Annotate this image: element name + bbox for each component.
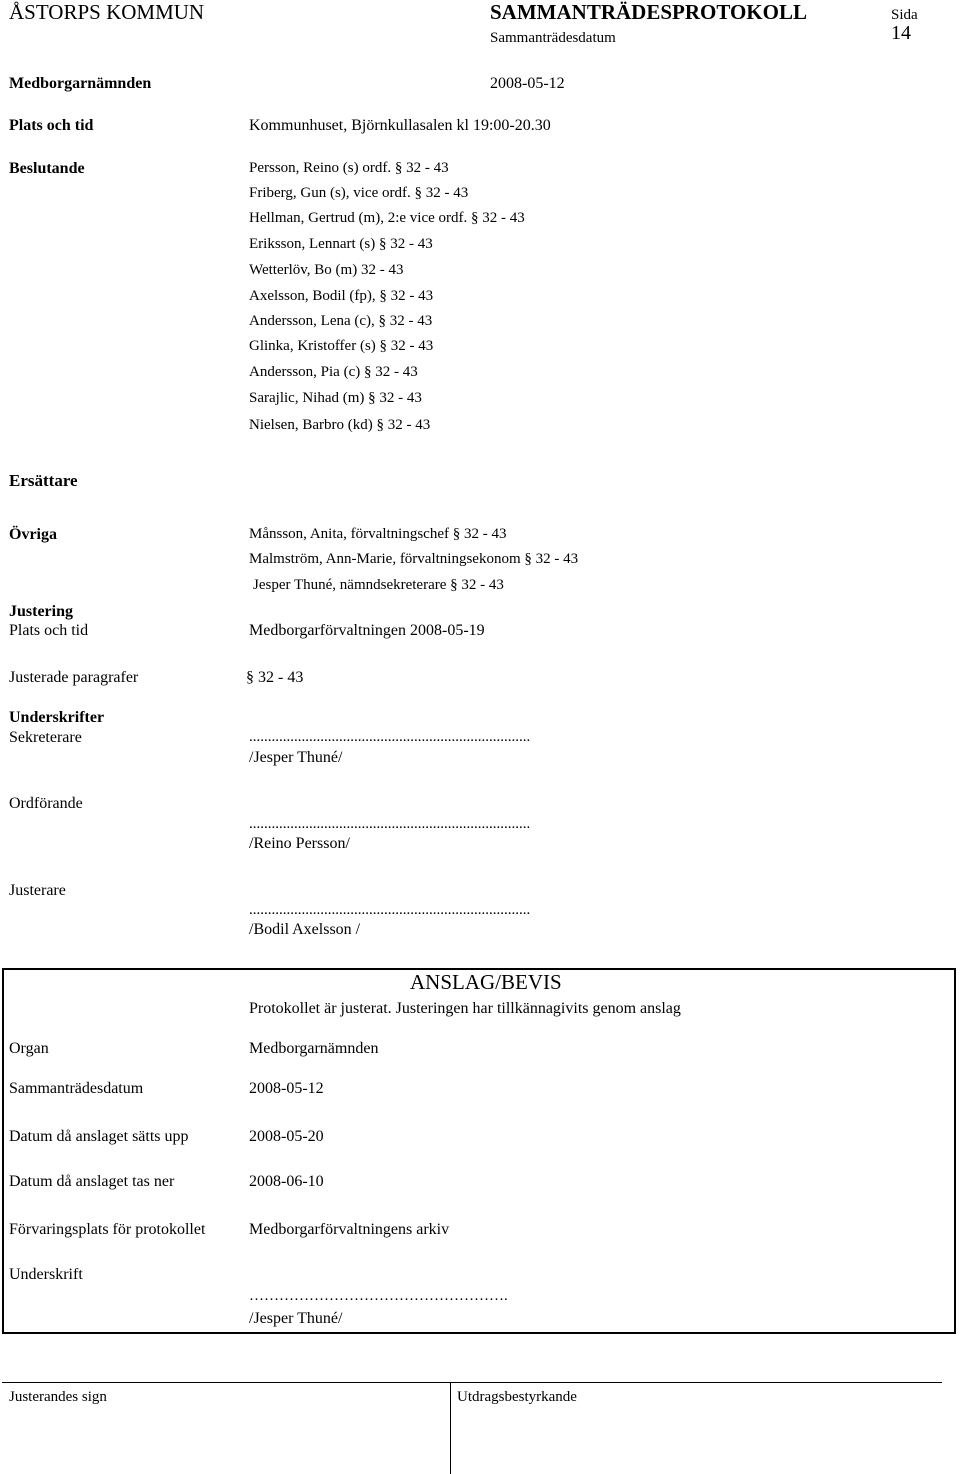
other-line: Jesper Thuné, nämndsekreterare § 32 - 43 (253, 577, 504, 593)
member-line: Eriksson, Lennart (s) § 32 - 43 (249, 236, 433, 252)
secretary-signature-line: ........................................................................... (249, 729, 531, 745)
posted-date-value: 2008-05-20 (249, 1128, 324, 1145)
chair-name: /Reino Persson/ (249, 835, 350, 852)
notice-box (2, 968, 956, 1334)
other-line: Månsson, Anita, förvaltningschef § 32 - 43 (249, 526, 507, 542)
adjustment-place-time-label: Plats och tid (9, 622, 89, 639)
member-line: Nielsen, Barbro (kd) § 32 - 43 (249, 417, 431, 433)
organ-value: Medborgarnämnden (249, 1040, 379, 1057)
decision-makers-label: Beslutande (9, 160, 85, 177)
organ-label: Organ (9, 1040, 49, 1057)
notice-meeting-date-label: Sammanträdesdatum (9, 1080, 144, 1097)
meeting-date: 2008-05-12 (490, 75, 565, 92)
member-line: Sarajlic, Nihad (m) § 32 - 43 (249, 390, 422, 406)
adjuster-name: /Bodil Axelsson / (249, 921, 361, 938)
removed-date-label: Datum då anslaget tas ner (9, 1173, 175, 1190)
others-label: Övriga (9, 526, 57, 543)
notice-meeting-date-value: 2008-05-12 (249, 1080, 324, 1097)
notice-signature-line: ……………………………………………. (249, 1288, 508, 1304)
signatures-heading: Underskrifter (9, 709, 105, 726)
substitutes-label: Ersättare (9, 471, 78, 490)
municipality-name: ÅSTORPS KOMMUN (9, 0, 205, 24)
member-line: Friberg, Gun (s), vice ordf. § 32 - 43 (249, 185, 469, 201)
page-label: Sida (891, 7, 918, 23)
notice-signature-name: /Jesper Thuné/ (249, 1310, 343, 1327)
notice-signature-label: Underskrift (9, 1266, 83, 1283)
footer-rule (2, 1382, 942, 1383)
chair-signature-line: ........................................................................... (249, 816, 531, 832)
removed-date-value: 2008-06-10 (249, 1173, 324, 1190)
member-line: Persson, Reino (s) ordf. § 32 - 43 (249, 160, 449, 176)
member-line: Wetterlöv, Bo (m) 32 - 43 (249, 262, 404, 278)
adjusted-paragraphs-label: Justerade paragrafer (9, 669, 139, 686)
adjustment-heading: Justering (9, 603, 73, 620)
board-name: Medborgarnämnden (9, 75, 152, 92)
member-line: Hellman, Gertrud (m), 2:e vice ordf. § 32 - 43 (249, 210, 525, 226)
secretary-label: Sekreterare (9, 729, 82, 746)
posted-date-label: Datum då anslaget sätts upp (9, 1128, 189, 1145)
footer-divider (450, 1382, 451, 1474)
notice-title: ANSLAG/BEVIS (410, 970, 562, 994)
meeting-date-header-label: Sammanträdesdatum (490, 30, 616, 46)
chair-label: Ordförande (9, 795, 83, 812)
adjuster-sign-label: Justerandes sign (9, 1389, 107, 1405)
adjuster-signature-line: ........................................................................... (249, 902, 531, 918)
member-line: Andersson, Lena (c), § 32 - 43 (249, 313, 433, 329)
member-line: Glinka, Kristoffer (s) § 32 - 43 (249, 338, 434, 354)
secretary-name: /Jesper Thuné/ (249, 749, 343, 766)
place-time-value: Kommunhuset, Björnkullasalen kl 19:00-20.30 (249, 117, 551, 134)
member-line: Andersson, Pia (c) § 32 - 43 (249, 364, 418, 380)
adjusted-paragraphs-value: § 32 - 43 (246, 669, 304, 686)
adjustment-place-time-value: Medborgarförvaltningen 2008-05-19 (249, 622, 485, 639)
page-number: 14 (891, 22, 911, 44)
storage-label: Förvaringsplats för protokollet (9, 1221, 206, 1238)
adjuster-label: Justerare (9, 882, 66, 899)
protocol-title: SAMMANTRÄDESPROTOKOLL (490, 0, 807, 24)
other-line: Malmström, Ann-Marie, förvaltningsekonom § 32 - 43 (249, 551, 579, 567)
notice-statement: Protokollet är justerat. Justeringen har tillkännagivits genom anslag (249, 1000, 681, 1017)
place-time-label: Plats och tid (9, 117, 94, 134)
member-line: Axelsson, Bodil (fp), § 32 - 43 (249, 288, 434, 304)
extract-certification-label: Utdragsbestyrkande (457, 1389, 577, 1405)
storage-value: Medborgarförvaltningens arkiv (249, 1221, 450, 1238)
